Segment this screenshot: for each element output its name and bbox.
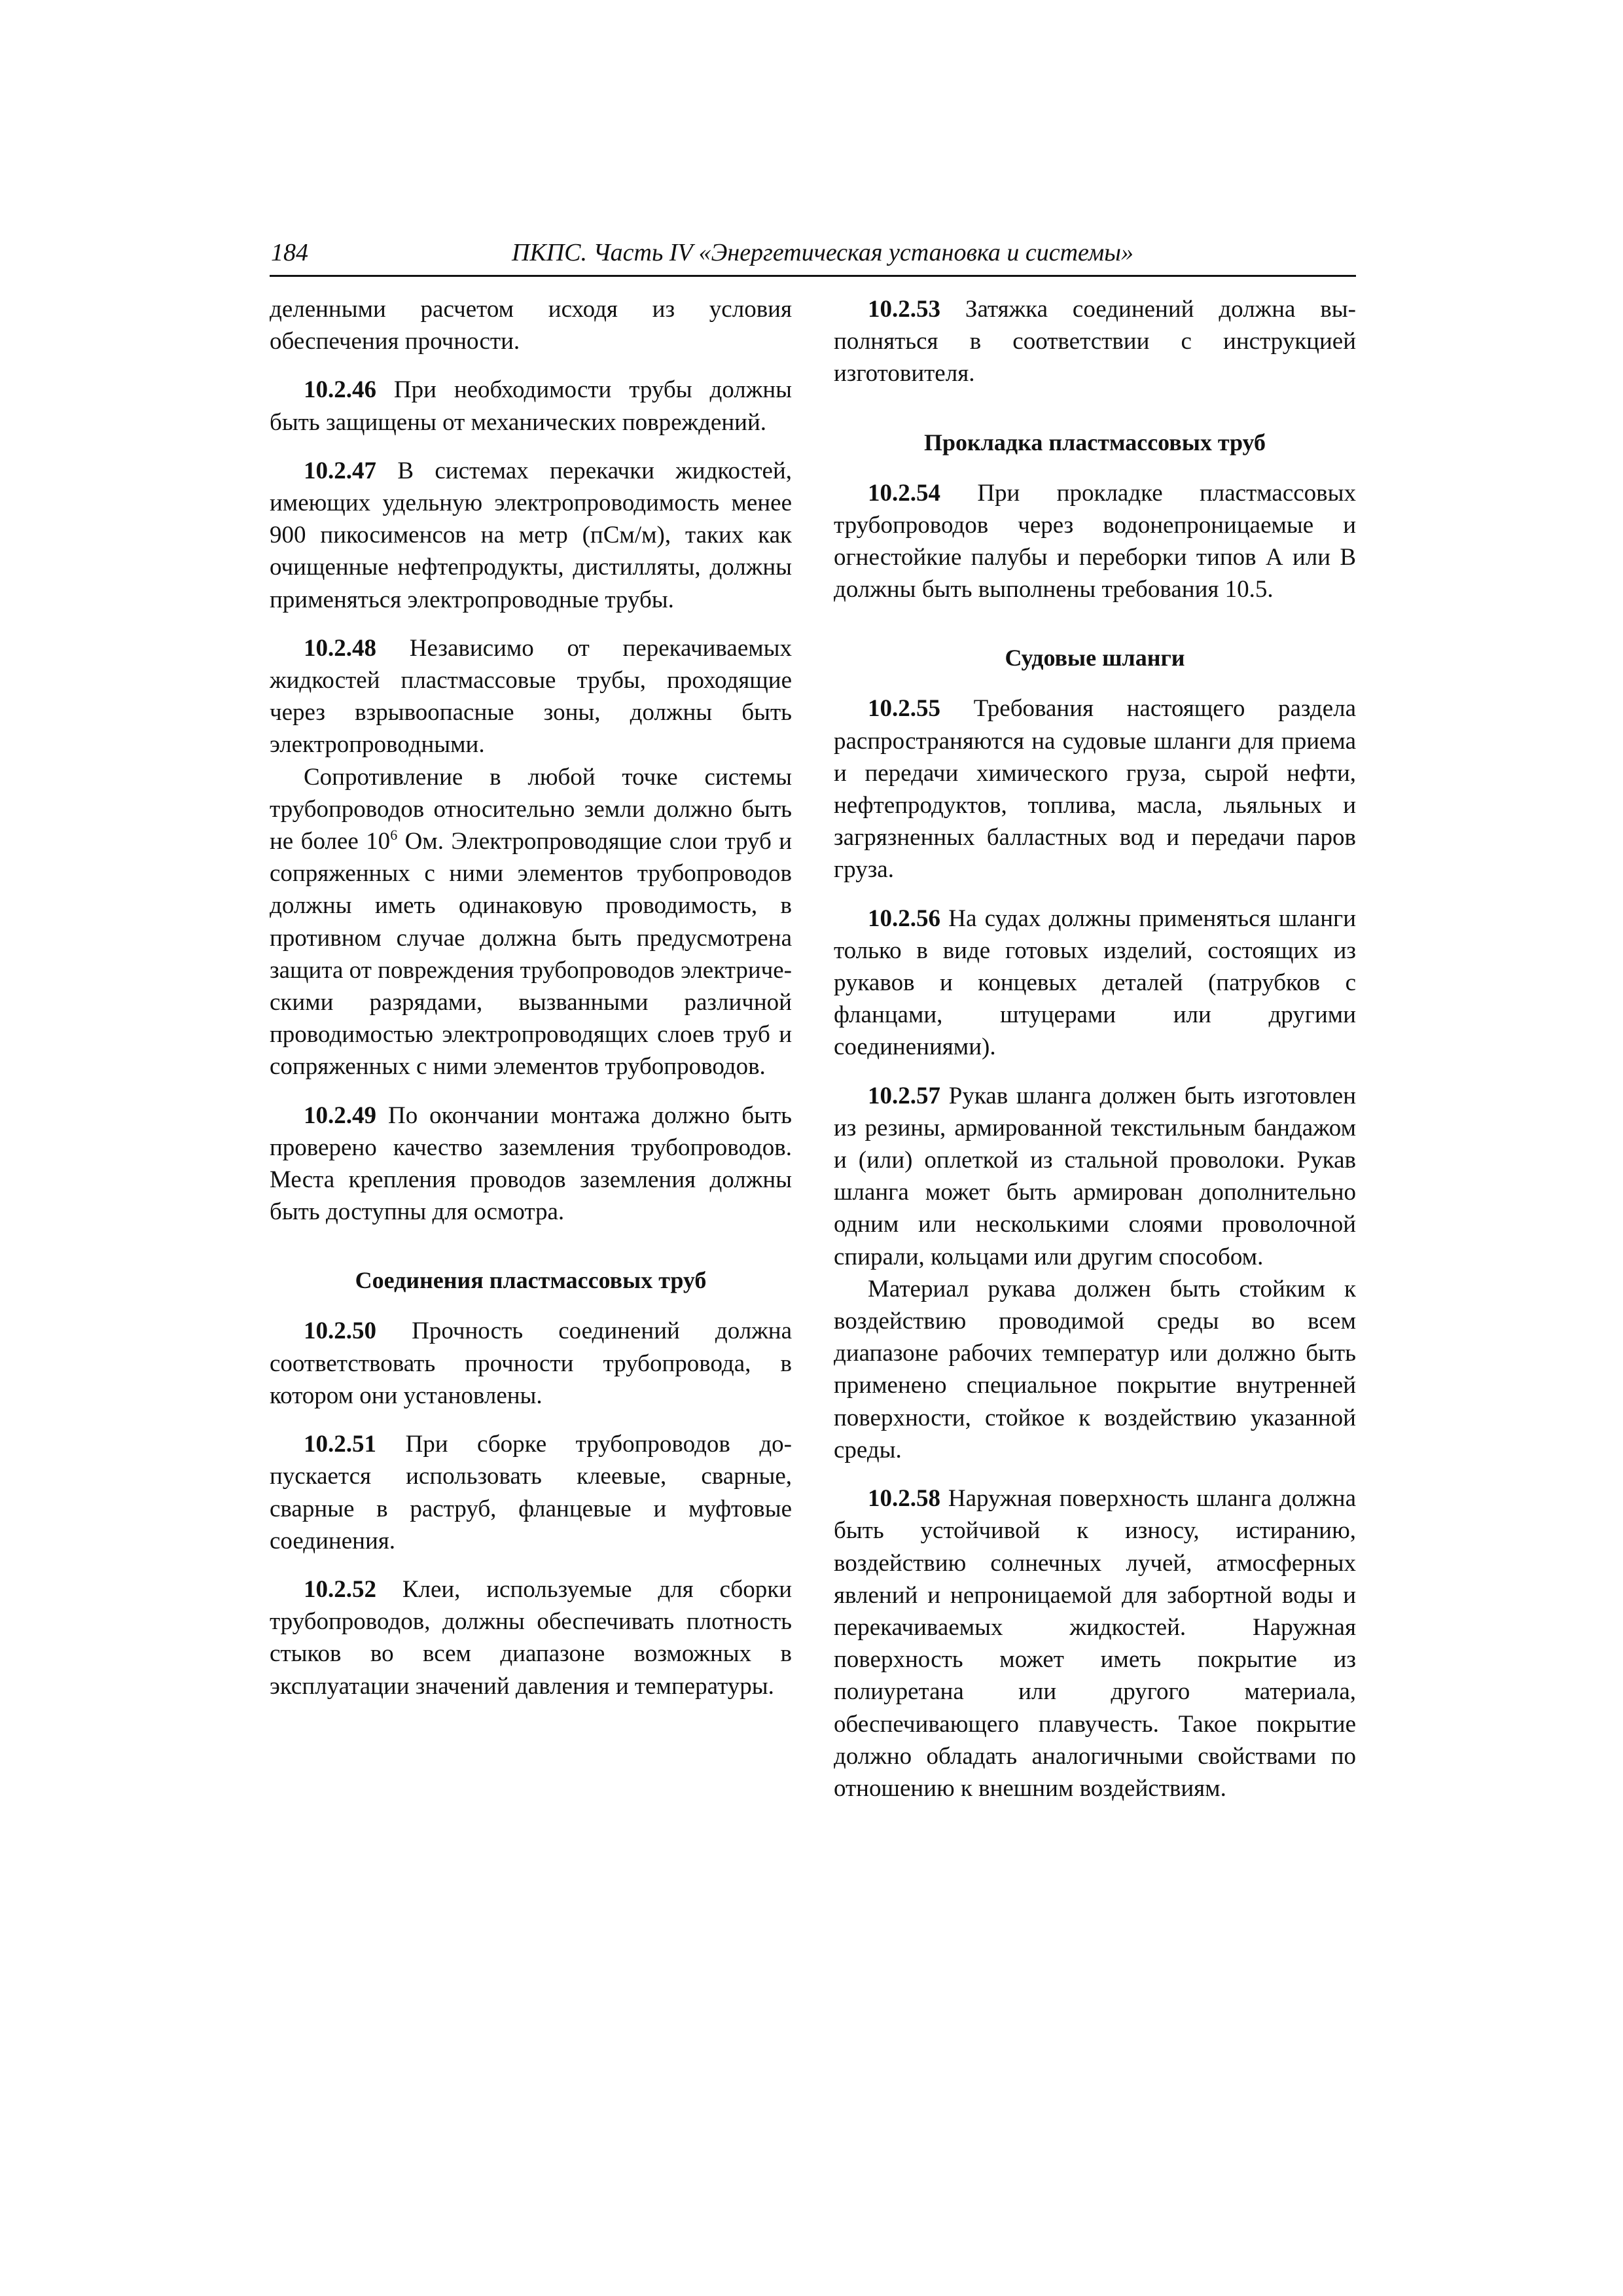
clause-number: 10.2.53 [868,296,940,323]
clause-text: Наружная поверхность шланга должна быть устойчивой к износу, истиранию, воздействию солнечных лучей, атмосферных явлений и непроницаемой для забортной воды и перекачиваемых жидкостей. Наружная поверхность может иметь покрытие из полиуретана или другого материала, обеспечивающего плавучесть. Такое покрытие должно обладать аналогичными свойствами по отношению к внешним воздействиям. [834,1485,1356,1802]
clause-text: Требования настоящего раздела распространяются на судовые шланги для приема и передачи химического груза, сырой нефти, нефтепродуктов, топлива, масла, льяльных и загрязненных балластных вод и передачи паров груза. [834,695,1357,884]
paragraph-continuation: деленными расчетом исходя из условия обеспечения прочности. [270,296,792,355]
clause-text: При прокладке пластмассовых трубопроводов через водонепроницаемые и огнестойкие палубы и переборки типов А или В должны быть выполнены требования 10.5. [834,479,1356,603]
clause-10-2-48-paragraph-2 [270,761,792,1083]
clause-text: Клеи, используемые для сборки трубопроводов, должны обеспечивать плотность стыков во всем диапазоне возможных в эксплуатации значений давления и температуры. [270,1575,792,1700]
clause-10-2-51 [270,1428,792,1557]
clause-10-2-57-paragraph-2: Материал рукава должен быть стойким к воздействию проводимой среды во всем диапазоне рабочих температур или должно быть применено специальное покрытие внутренней поверхности, стойкое к воздействию указанной среды. [834,1275,1356,1463]
section-heading-laying: Прокладка пластмассовых труб [923,429,1266,456]
clause-10-2-52 [270,1573,792,1702]
section-heading-joints: Соединения пластмассовых труб [355,1267,707,1294]
clause-10-2-56 [834,903,1356,1064]
clause-10-2-46 [270,374,792,438]
clause-10-2-57 [834,1080,1356,1273]
running-title: ПКПС. Часть IV «Энергетическая установка и системы» [512,239,1133,266]
clause-10-2-55 [834,692,1356,886]
clause-text: На судах должны применяться шланги только в виде готовых изделий, состоящих из рукавов и концевых деталей (патрубков с фланцами, штуцерами или другими соединениями). [834,905,1356,1061]
clause-number: 10.2.56 [868,905,940,932]
clause-number: 10.2.48 [304,634,376,662]
clause-number: 10.2.58 [868,1485,940,1513]
clause-text: Прочность соединений должна соответствовать прочности трубопровода, в котором они установлены. [270,1318,792,1409]
clause-number: 10.2.51 [304,1431,376,1458]
clause-number: 10.2.55 [868,695,940,723]
clause-10-2-50 [270,1315,792,1412]
clause-10-2-48 [270,632,792,761]
clause-text: При сборке трубопроводов допускается использовать клеевые, сварные, сварные в раструб, фланцевые и муфтовые соединения. [270,1431,792,1554]
clause-number: 10.2.54 [868,479,940,507]
page-header [270,234,1356,277]
section-heading-hoses: Судовые шланги [1005,645,1185,672]
clause-number: 10.2.57 [868,1082,940,1109]
left-column [270,293,792,1719]
clause-number: 10.2.47 [304,457,376,484]
right-column [834,293,1356,1821]
clause-number: 10.2.50 [304,1318,376,1345]
clause-number: 10.2.52 [304,1575,376,1603]
clause-10-2-54 [834,477,1356,606]
clause-text: Независимо от перекачиваемых жидкостей пластмассовые трубы, проходящие через взрывоопасные зоны, должны быть электропроводными. [270,634,793,759]
exponent: 6 [390,827,398,844]
text-before-exponent: Сопротивление в любой точке системы трубопроводов относительно земли должно быть не более 10 [270,763,792,855]
clause-10-2-53 [834,293,1356,390]
clause-text: По окончании монтажа должно быть проверено качество заземления трубопроводов. Места крепления проводов заземления должны быть доступны для осмотра. [270,1102,792,1226]
clause-number: 10.2.46 [304,376,376,404]
clause-10-2-49 [270,1100,792,1229]
page-number: 184 [271,239,308,266]
clause-10-2-58 [834,1482,1356,1804]
clause-number: 10.2.49 [304,1102,376,1129]
clause-text: Рукав шланга должен быть изготовлен из резины, армированной текстильным бандажом и (или) оплеткой из стальной проволоки. Рукав шланга может быть армирован дополнительно одним или несколькими слоями проволочной спирали, кольцами или другим способом. [834,1082,1356,1270]
clause-10-2-47 [270,455,792,616]
text-after-exponent: Ом. Электропроводящие слои труб и сопряженных с ними элементов трубопроводов должны иметь одинаковую проводимость, в противном случае должна быть предусмотрена защита от повреждения трубопроводов электрическими разрядами, вызванными различной проводимостью электропроводящих слоев труб и сопряженных с ними элементов трубопроводов. [270,828,792,1081]
clause-text: Затяжка соединений должна выполняться в соответствии с инструкцией изготовителя. [834,296,1356,387]
clause-text: В системах перекачки жидкостей, имеющих удельную электропроводимость менее 900 пикосименсов на метр (пСм/м), таких как очищенные нефтепродукты, дистилляты, должны применяться электропроводные трубы. [270,457,793,613]
clause-text: При необходимости трубы должны быть защищены от механических повреждений. [270,376,792,436]
